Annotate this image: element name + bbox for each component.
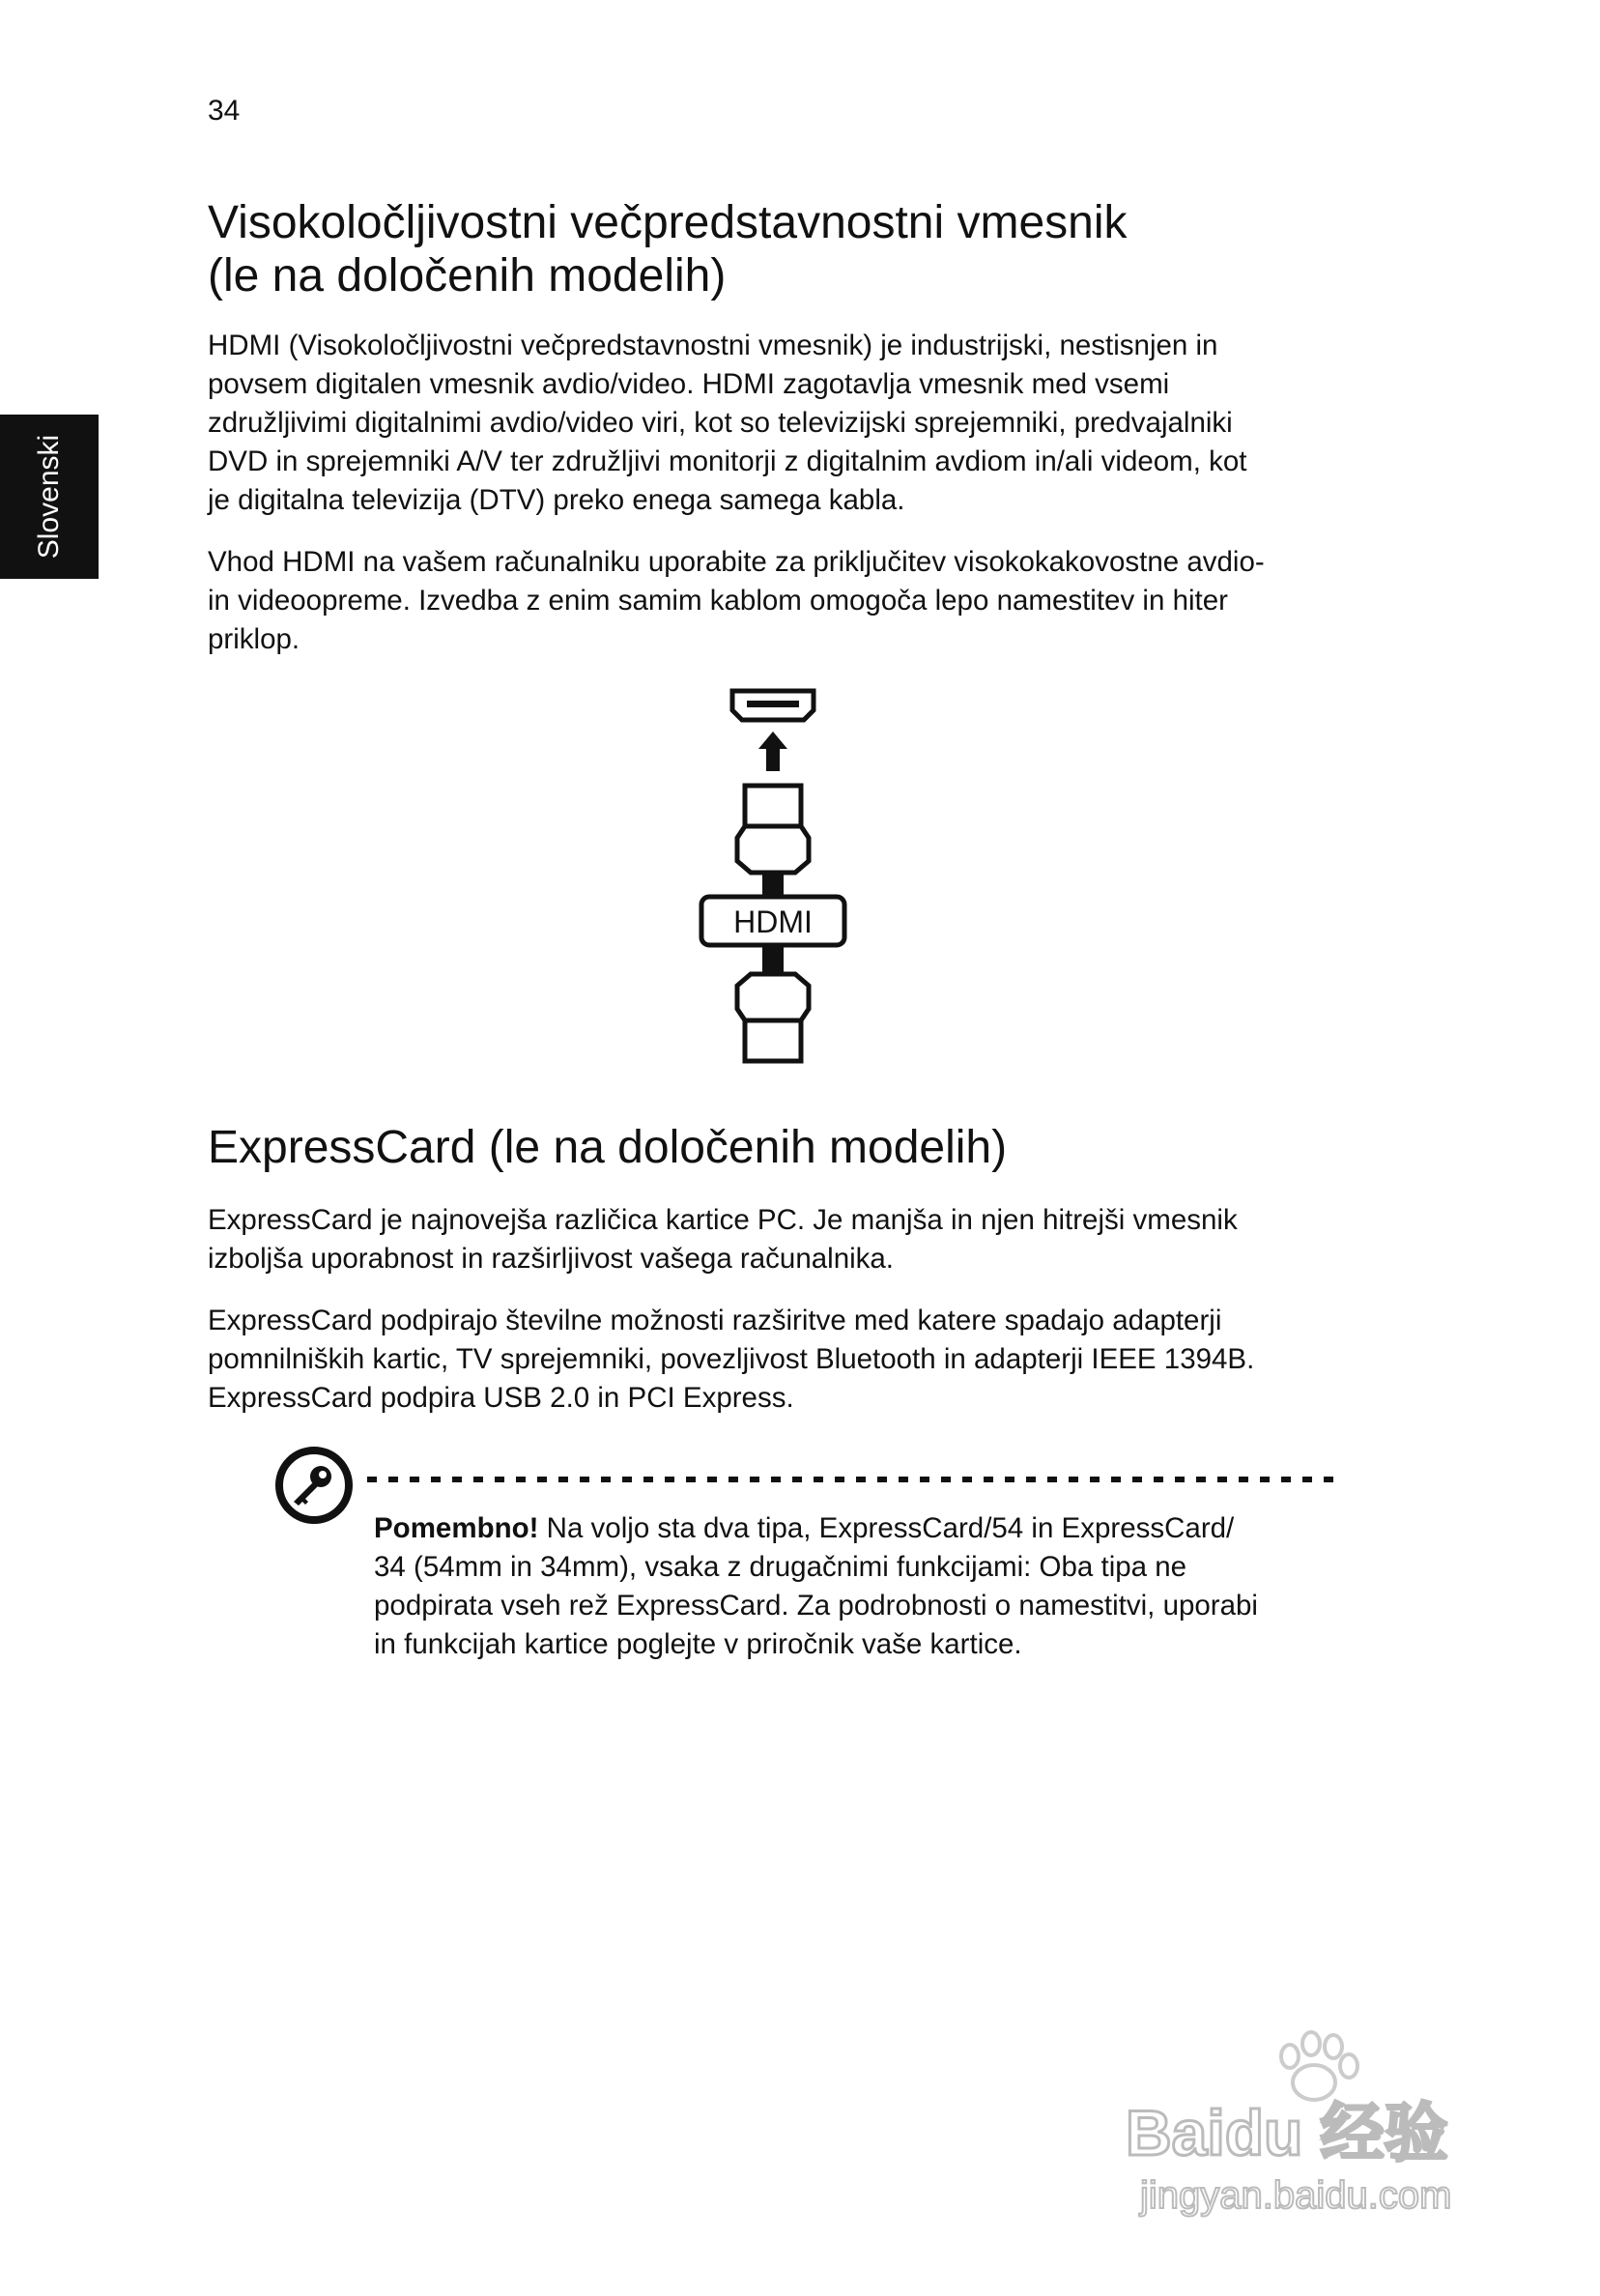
expresscard-paragraph-2 (208, 1302, 1254, 1418)
text-line: ExpressCard je najnovejša različica kartice PC. Je manjša in njen hitrejši vmesnik (208, 1204, 1238, 1236)
text-line: je digitalna televizija (DTV) preko enega samega kabla. (208, 484, 905, 516)
key-icon (274, 1446, 354, 1525)
watermark-url: jingyan.baidu.com (1140, 2174, 1452, 2217)
hdmi-connector-illustration (691, 681, 855, 1068)
text-line: pomnilniških kartic, TV sprejemniki, povezljivost Bluetooth in adapterji IEEE 1394B. (208, 1343, 1255, 1375)
baidu-watermark (1121, 2029, 1507, 2223)
language-side-tab (0, 415, 99, 579)
note-divider (367, 1477, 1338, 1482)
hdmi-figure-label: HDMI (733, 904, 813, 939)
expresscard-paragraph-1 (208, 1201, 1238, 1278)
text-line: 34 (54mm in 34mm), vsaka z drugačnimi funkcijami: Oba tipa ne (374, 1551, 1187, 1583)
important-note (374, 1509, 1258, 1664)
text-line: HDMI (Visokoločljivostni večpredstavnostni vmesnik) je industrijski, nestisnjen in (208, 330, 1218, 361)
text-line: Vhod HDMI na vašem računalniku uporabite za priključitev visokokakovostne avdio- (208, 546, 1265, 578)
hdmi-paragraph-2 (208, 543, 1265, 659)
text-line: in funkcijah kartice poglejte v priročnik vaše kartice. (374, 1628, 1022, 1660)
text-line: združljivimi digitalnimi avdio/video viri, kot so televizijski sprejemniki, predvajalniki (208, 407, 1233, 439)
note-label: Pomembno! (374, 1512, 539, 1544)
text-line: in videoopreme. Izvedba z enim samim kablom omogoča lepo namestitev in hiter (208, 585, 1228, 617)
heading-line: Visokoločljivostni večpredstavnostni vmesnik (208, 197, 1128, 248)
text-line: DVD in sprejemniki A/V ter združljivi monitorji z digitalnim avdiom in/ali videom, kot (208, 445, 1247, 477)
hdmi-heading (208, 196, 1128, 302)
side-tab-label: Slovenski (33, 434, 65, 560)
text-line: Na voljo sta dva tipa, ExpressCard/54 in ExpressCard/ (538, 1512, 1235, 1544)
hdmi-port-icon (732, 691, 814, 720)
expresscard-heading: ExpressCard (le na določenih modelih) (208, 1122, 1008, 1173)
text-line: povsem digitalen vmesnik avdio/video. HDMI zagotavlja vmesnik med vsemi (208, 368, 1170, 400)
text-line: ExpressCard podpirajo številne možnosti razširitve med katere spadajo adapterji (208, 1305, 1222, 1336)
text-line: izboljša uporabnost in razširljivost vašega računalnika. (208, 1243, 895, 1275)
heading-line: (le na določenih modelih) (208, 250, 727, 301)
text-line: podpirata vseh rež ExpressCard. Za podrobnosti o namestitvi, uporabi (374, 1590, 1258, 1622)
text-line: priklop. (208, 623, 300, 655)
text-line: ExpressCard podpira USB 2.0 in PCI Express. (208, 1382, 794, 1414)
page-number: 34 (208, 95, 241, 127)
arrow-up-icon (758, 732, 787, 771)
watermark-brand: Baidu 经验 (1126, 2097, 1448, 2168)
hdmi-paragraph-1 (208, 327, 1246, 520)
